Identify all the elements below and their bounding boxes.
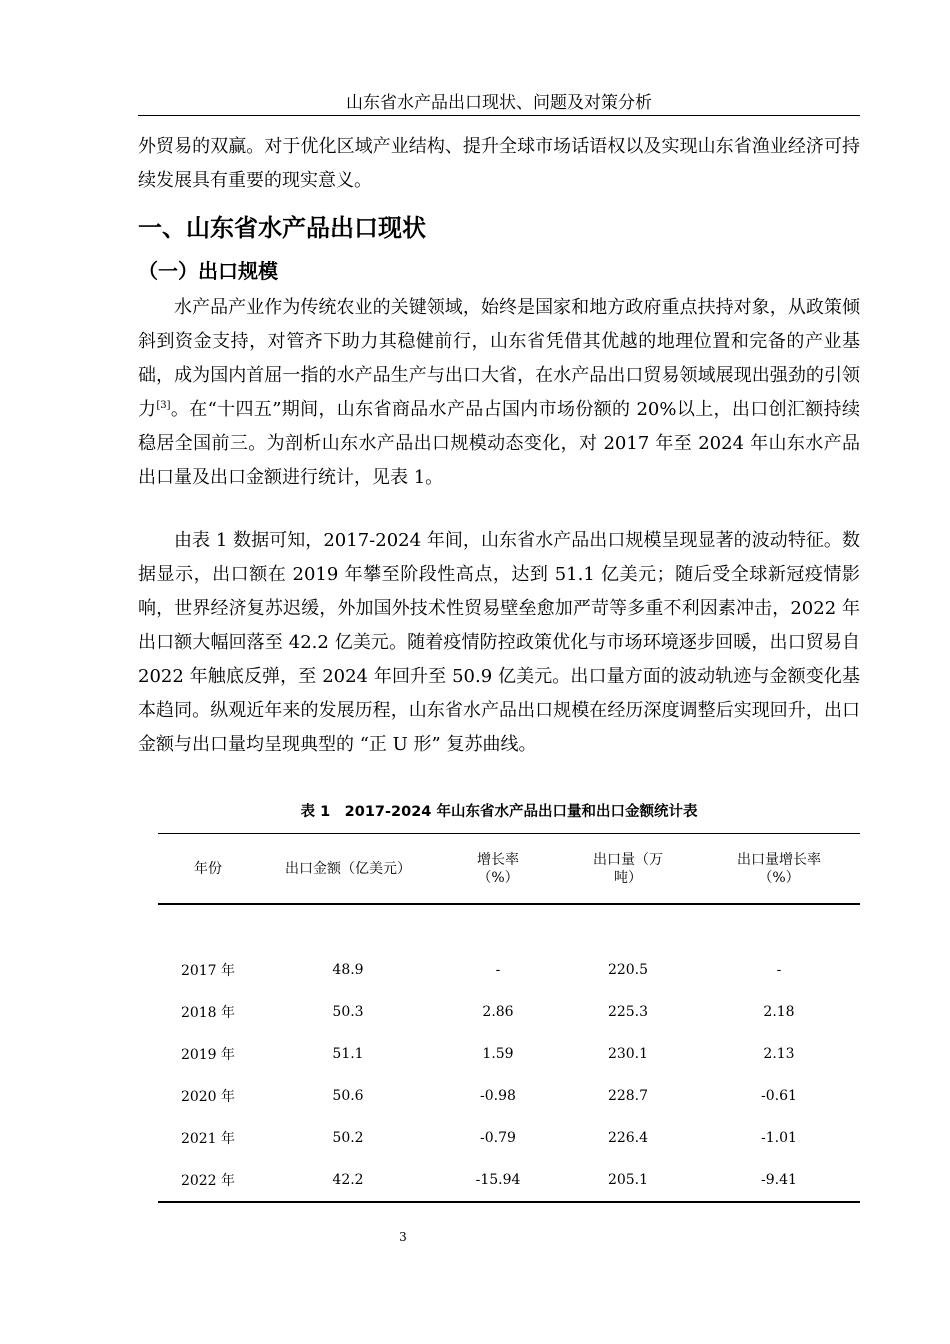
cell-year: 2021 年: [180, 1131, 236, 1147]
cell-export-volume: 220.5: [607, 962, 649, 978]
cell-value-growth: -0.79: [480, 1130, 516, 1146]
cell-volume-growth: 2.18: [763, 1004, 795, 1020]
cell-value-growth: 2.86: [482, 1004, 514, 1020]
paragraph-1-text-a: 水产品产业作为传统农业的关键领域，始终是国家和地方政府重点扶持对象，从政策倾斜到资金支持，对管齐下助力其稳健前行，山东省凭借其优越的地理位置和完备的产业基础，成为国内首屈一指的水产品生产与出口大省，在水产品出口贸易领域展现出强劲的引领力: [138, 297, 860, 420]
cell-value-growth: -15.94: [475, 1172, 521, 1188]
cell-volume-growth: -9.41: [761, 1172, 797, 1188]
page-number: 3: [399, 1230, 407, 1244]
table-row: [158, 1033, 860, 1075]
cell-value-growth: -0.98: [480, 1088, 516, 1104]
cell-export-volume: 226.4: [607, 1130, 649, 1146]
cell-year: 2018 年: [180, 1005, 236, 1021]
cell-export-value: 50.2: [332, 1130, 364, 1146]
table-caption: 表 1 2017-2024 年山东省水产品出口量和出口金额统计表: [300, 804, 698, 820]
cell-export-volume: 228.7: [607, 1088, 649, 1104]
column-header-volume-growth: 出口量增长率（%）: [698, 834, 860, 905]
column-header-year: 年份: [158, 834, 258, 905]
table-header-row: [158, 834, 860, 905]
running-header-title: 山东省水产品出口现状、问题及对策分析: [346, 93, 652, 113]
cell-value-growth: 1.59: [482, 1046, 514, 1062]
cell-year: 2022 年: [180, 1173, 236, 1189]
cell-export-value: 50.6: [332, 1088, 364, 1104]
cell-year: 2017 年: [180, 963, 236, 979]
cell-export-value: 50.3: [332, 1004, 364, 1020]
cell-volume-growth: -: [776, 962, 782, 978]
cell-export-value: 51.1: [332, 1046, 364, 1062]
cell-volume-growth: 2.13: [763, 1046, 795, 1062]
column-header-value-growth: 增长率（%）: [438, 834, 558, 905]
cell-export-volume: 225.3: [607, 1004, 649, 1020]
cell-export-value: 42.2: [332, 1172, 364, 1188]
header-rule: [138, 115, 860, 116]
table-spacer-row: [158, 904, 860, 949]
body-paragraph-2: 由表 1 数据可知，2017-2024 年间，山东省水产品出口规模呈现显著的波动特征。数据显示，出口额在 2019 年攀至阶段性高点，达到 51.1 亿美元；随后受全球新冠疫情影响，世界经济复苏迟缓，外加国外技术性贸易壁垒愈加严苛等多重不利因素冲击，2022 年出口额大幅回落至 42.2 亿美元。随着疫情防控政策优化与市场环境逐步回暖，出口贸易自 2022 年触底反弹，至 2024 年回升至 50.9 亿美元。出口量方面的波动轨迹与金额变化基本趋同。纵观近年来的发展历程，山东省水产品出口规模在经历深度调整后实现回升，出口金额与出口量均呈现典型的 “正 U 形” 复苏曲线。: [138, 530, 860, 755]
citation-ref[interactable]: [3]: [156, 400, 171, 411]
cell-year: 2019 年: [180, 1047, 236, 1063]
cell-volume-growth: -0.61: [761, 1088, 797, 1104]
table-row: [158, 1159, 860, 1202]
table-row: [158, 1117, 860, 1159]
column-header-export-volume: 出口量（万吨）: [558, 834, 698, 905]
table-row: [158, 949, 860, 991]
table-row: [158, 991, 860, 1033]
column-header-export-value: 出口金额（亿美元）: [258, 834, 438, 905]
cell-export-value: 48.9: [332, 962, 364, 978]
cell-export-volume: 205.1: [607, 1172, 649, 1188]
cell-year: 2020 年: [180, 1089, 236, 1105]
cell-value-growth: -: [495, 962, 501, 978]
section-heading: 一、山东省水产品出口现状: [138, 214, 426, 242]
table-row: [158, 1075, 860, 1117]
intro-paragraph: 外贸易的双赢。对于优化区域产业结构、提升全球市场话语权以及实现山东省渔业经济可持续发展具有重要的现实意义。: [138, 136, 860, 191]
cell-volume-growth: -1.01: [761, 1130, 797, 1146]
subsection-heading: （一）出口规模: [138, 259, 278, 283]
export-stats-table: [158, 833, 860, 1203]
body-paragraph-1: [138, 291, 860, 495]
cell-export-volume: 230.1: [607, 1046, 649, 1062]
paragraph-1-text-b: 。在“十四五”期间，山东省商品水产品占国内市场份额的 20%以上，出口创汇额持续稳居全国前三。为剖析山东水产品出口规模动态变化，对 2017 年至 2024 年山东水产品出口量及出口金额进行统计，见表 1。: [138, 399, 860, 488]
